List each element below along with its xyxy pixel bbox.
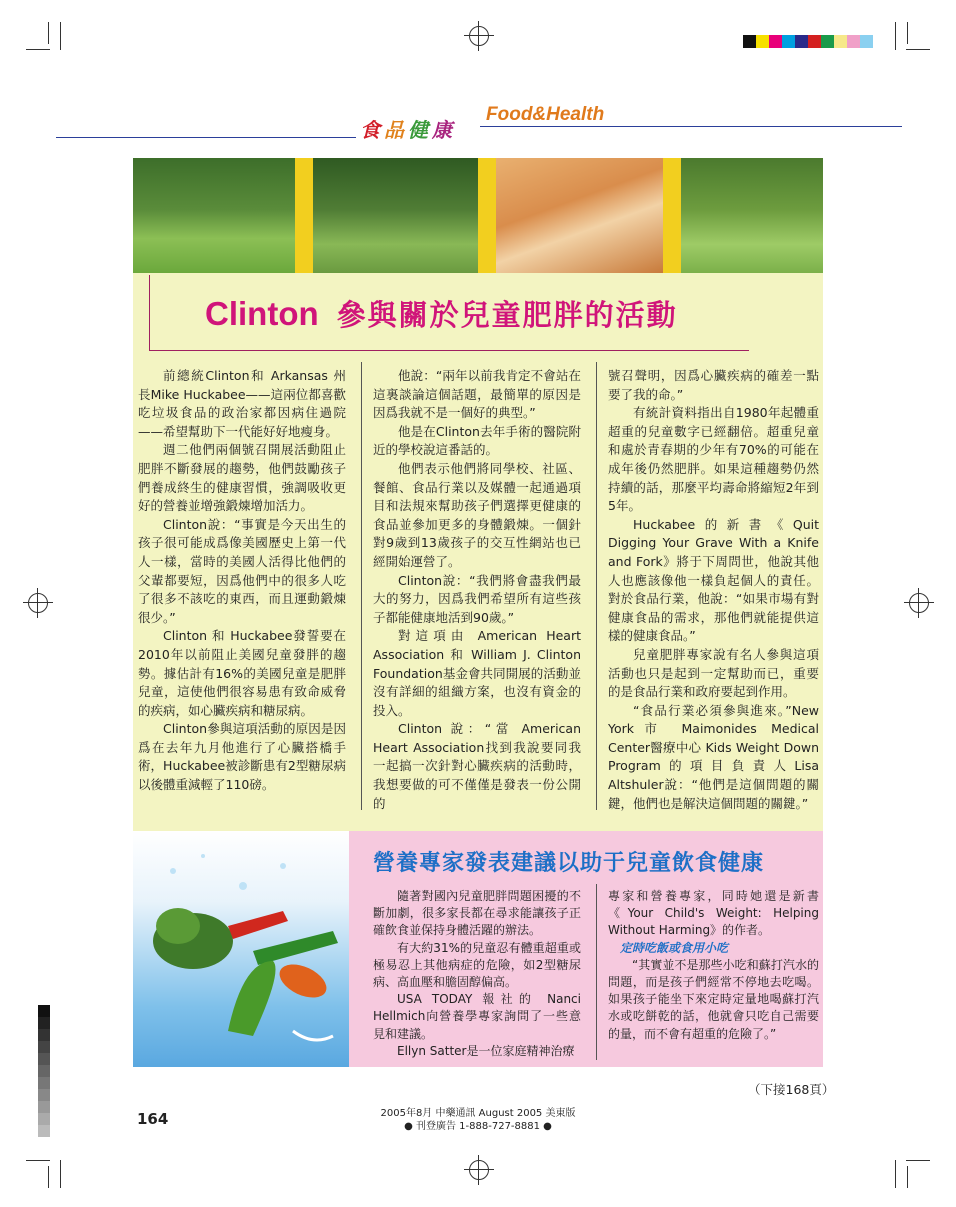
paragraph: Clinton說：“我們將會盡我們最大的努力，因爲我們希望所有這些孩子都能健康地活到90歲。” [373,572,581,625]
crop-mark [906,49,930,50]
title-rule-vertical [149,275,150,351]
paragraph: 兒童肥胖專家說有名人參與這項活動也只是起到一定幫助而已，重要的是食品行業和政府要起到作用。 [608,646,819,700]
section-title-en: Food&Health [486,104,605,125]
crop-mark [26,49,50,50]
column-divider [596,884,597,1060]
lower-column-2 [608,888,819,1043]
section-title-cn [360,114,456,143]
article-column-2 [373,367,581,813]
photo-children-chairs [681,158,823,273]
paragraph: Clinton 說：“當 American Heart Association找到我說要同我一起搞一次針對心臟疾病的活動時，我想要做的可不僅僅是發表一份公開的 [373,721,581,811]
paragraph: USA TODAY 報社的 Nanci Hellmich向營養學專家詢問了一些意見和建議。 [373,992,581,1041]
column-divider [596,362,597,810]
paragraph: 他說：“兩年以前我肯定不會站在這裏談論這個話題，最簡單的原因是因爲我就不是一個好的典型。” [373,368,581,421]
color-calibration-bar [743,35,873,48]
paragraph: Clinton 和 Huckabee發誓要在2010年以前阻止美國兒童發胖的趨勢。據估計有16%的美國兒童是肥胖兒童，這使他們很容易患有致命威脅的疾病，如心臟疾病和糖尿病。 [138,628,346,718]
paragraph: 隨著對國內兒童肥胖問題困擾的不斷加劇，很多家長都在尋求能讓孩子正確飲食並保持身體活躍的辦法。 [373,889,581,938]
registration-mark [28,593,48,613]
paragraph: 有大約31%的兒童忍有體重超重或極易忍上其他病症的危險，如2型糖尿病、高血壓和膽固醇偏高。 [373,940,581,990]
paragraph: “其實並不是那些小吃和蘇打汽水的問題，而是孩子們經常不停地去吃喝。如果孩子能坐下來定時定量地喝蘇打汽水或吃餅乾的話，他就會只吃自己需要的量，而不會有超重的危險了。” [608,957,819,1041]
section-title-char: 品 [384,118,408,142]
paragraph: 號召聲明，因爲心臟疾病的確差一點要了我的命。” [608,368,819,402]
paragraph: 他們表示他們將同學校、社區、餐館、食品行業以及媒體一起通過項目和法規來幫助孩子們選擇更健康的食品並參加更多的身體鍛煉。一個針對9歲到13歲孩子的交互性網站也已經開始運營了。 [373,460,581,569]
crop-mark [48,1166,49,1188]
header-rule [480,126,902,127]
paragraph: 對這項由 American Heart Association 和 William J. Clinton Foundation基金會共同開展的活動並沒有詳細的組織方案，也沒有資金的投入。 [373,628,581,718]
article-column-3 [608,367,819,813]
continued-note: （下接168頁） [748,1082,835,1097]
registration-mark [469,1160,489,1180]
title-rule-horizontal [149,350,749,351]
registration-mark [469,26,489,46]
paragraph: Clinton參與這項活動的原因是因爲在去年九月他進行了心臟搭橋手術，Huckabee被診斷患有2型糖尿病以後體重減輕了110磅。 [138,721,346,793]
crop-mark [26,1160,50,1161]
page-number: 164 [137,1110,169,1128]
paragraph: Ellyn Satter是一位家庭精神治療 [397,1043,575,1058]
crop-mark [907,22,908,44]
crop-mark [895,22,896,50]
crop-mark [48,22,49,44]
vegetables-illustration [133,831,349,1067]
photo-children-picnic [133,158,295,273]
lower-article-title: 營養專家發表建議以助于兒童飲食健康 [373,851,765,876]
advertising-line: ● 刊登廣告 1-888-727-8881 ● [404,1121,552,1132]
paragraph: 專家和營養專家，同時她還是新書《Your Child's Weight: Helping Without Harming》的作者。 [608,889,819,938]
photo-girl-portrait [496,158,663,273]
photo-border [295,158,313,273]
vegetables-splash-image [133,831,349,1067]
photo-border [663,158,681,273]
lower-column-1 [373,888,581,1060]
column-divider [361,362,362,810]
crop-mark [60,1160,61,1188]
crop-mark [60,22,61,50]
header-rule [56,137,356,138]
paragraph: 他是在Clinton去年手術的醫院附近的學校說這番話的。 [373,423,581,458]
paragraph: 前總統Clinton和 Arkansas 州長Mike Huckabee——這兩位都喜歡吃垃圾食品的政治家都因病住過院——希望幫助下一代能好好地瘦身。 [138,368,346,439]
article-title [205,293,678,334]
article-title-cn: 參與關於兒童肥胖的活動 [336,300,678,332]
article-title-en: Clinton [205,295,319,332]
crop-mark [906,1160,930,1161]
article-column-1 [138,367,346,795]
publication-line: 2005年8月 中藥通訊 August 2005 美東版 [380,1108,576,1119]
section-title-char: 健 [408,118,432,142]
paragraph: “食品行業必須參與進來。”New York市 Maimonides Medical Center醫療中心 Kids Weight Down Program的項目負責人Lisa Altshuler說：“他們是這個問題的關鍵，他們也是解決這個問題的關鍵。” [608,702,819,811]
subheading: 定時吃飯或食用小吃 [620,940,729,955]
section-title-char: 食 [360,118,384,142]
photo-border [478,158,496,273]
paragraph: Huckabee的新書《Quit Digging Your Grave With a Knife and Fork》將于下周問世，他說其他人也應該像他一樣負起個人的責任。對於食品行業，他說：“如果市場有對健康食品的需求，那他們就能提供這樣的健康食品。” [608,516,819,644]
crop-mark [907,1166,908,1188]
paragraph: 週二他們兩個號召開展活動阻止肥胖不斷發展的趨勢，他們鼓勵孩子們養成終生的健康習慣，強調吸收更好的營養並增強鍛煉增加活力。 [138,442,346,514]
crop-mark [895,1160,896,1188]
paragraph: Clinton說：“事實是今天出生的孩子很可能成爲像美國歷史上第一代人一樣，當時的美國人活得比他們的父輩都要短，因爲他們中的很多人吃了很多不該吃的東西，而且運動鍛煉很少。” [138,516,346,625]
section-title-char: 康 [432,118,456,142]
photo-children-table [313,158,478,273]
paragraph: 有統計資料指出自1980年起體重超重的兒童數字已經翻倍。超重兒童和處於青春期的少年有70%的可能在成年後仍然肥胖。如果這種趨勢仍然持續的話，那麼平均壽命將縮短2年到5年。 [608,405,819,514]
registration-mark [909,593,929,613]
